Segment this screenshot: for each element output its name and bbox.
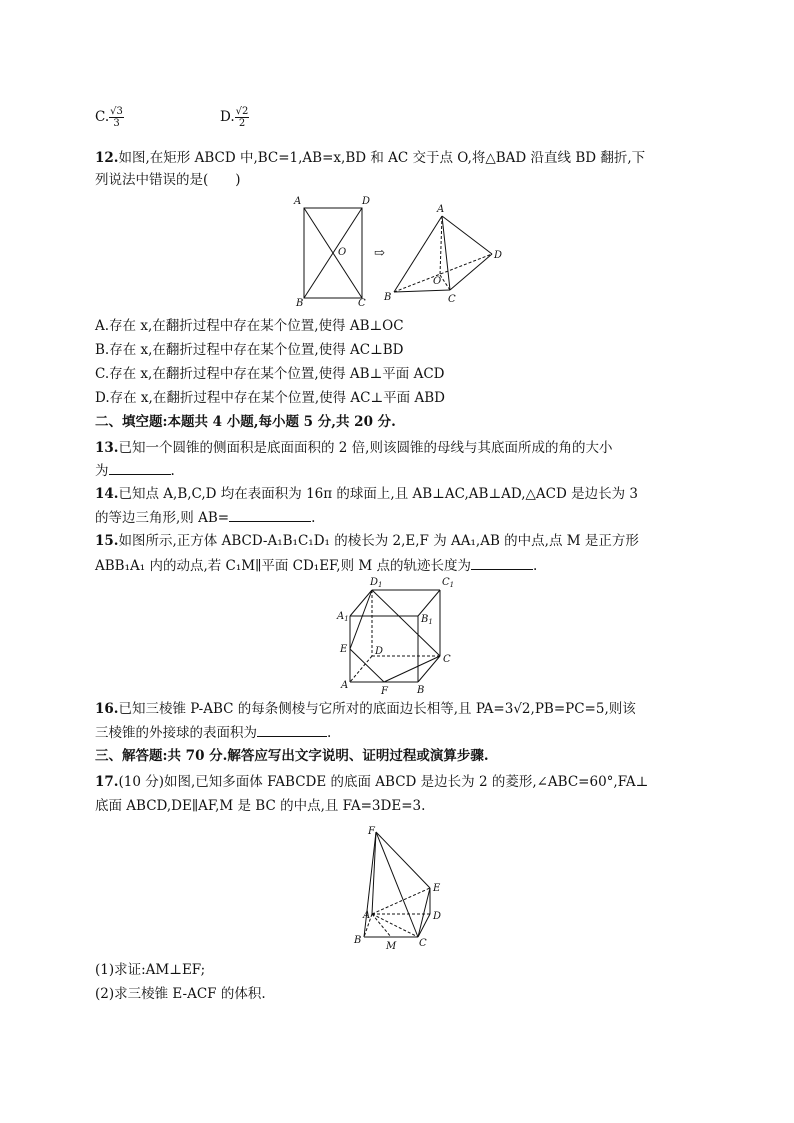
q12-text-1: 如图,在矩形 ABCD 中,BC=1,AB=x,BD 和 AC 交于点 O,将△BAD 沿直线 BD 翻折,下 — [118, 150, 646, 166]
fraction-d-denominator: 2 — [238, 118, 246, 129]
q13-number: 13. — [95, 440, 119, 456]
label-d: D — [375, 646, 384, 657]
fraction-c — [109, 106, 124, 129]
q13-line1 — [95, 438, 612, 458]
edge-fe — [376, 832, 430, 888]
label-d1: $D_1$ — [370, 577, 383, 589]
label-e: E — [433, 883, 441, 894]
label-d: D — [362, 196, 371, 207]
q13-text-2: 为 — [95, 463, 109, 479]
label-c-folded: C — [448, 294, 456, 305]
q17-part1: (1)求证:AM⊥EF; — [95, 962, 206, 978]
label-b: B — [296, 298, 304, 309]
edge-ao-hidden — [440, 216, 442, 275]
edge-fa — [372, 832, 376, 914]
label-a: A — [363, 910, 371, 921]
q13-text-1: 已知一个圆锥的侧面积是底面面积的 2 倍,则该圆锥的母线与其底面所成的角的大小 — [118, 440, 613, 456]
q11-option-c — [95, 106, 124, 129]
edge-ae-hidden — [372, 888, 430, 914]
label-a-folded: A — [437, 204, 445, 215]
label-a: A — [294, 196, 302, 207]
edge-cb — [418, 656, 440, 682]
fraction-d — [235, 106, 250, 129]
q15-text-1: 如图所示,正方体 ABCD-A₁B₁C₁D₁ 的棱长为 2,E,F 为 AA₁,AB 的中点,点 M 是正方形 — [118, 533, 639, 549]
label-e: E — [340, 644, 348, 655]
edge-dc — [418, 914, 430, 937]
option-c-label: C. — [95, 109, 110, 125]
edge-fc — [384, 656, 440, 682]
q12-line2: 列说法中错误的是( ) — [95, 172, 241, 188]
q11-option-d — [220, 106, 249, 129]
label-a1: $A_1$ — [337, 611, 349, 623]
answer-blank-16[interactable] — [257, 722, 327, 737]
answer-blank-15[interactable] — [471, 555, 533, 570]
edge-c1b1 — [418, 590, 440, 616]
label-d-folded: D — [494, 250, 503, 261]
q16-text-1a: 已知三棱锥 P-ABC 的每条侧棱与它所对的底面边长相等,且 PA=3 — [118, 701, 514, 717]
q14-line2 — [95, 507, 315, 528]
q12-line1 — [95, 148, 645, 168]
q17-text-1: (10 分)如图,已知多面体 FABCDE 的底面 ABCD 是边长为 2 的菱形,∠ABC=60°,FA⊥ — [118, 774, 649, 790]
edge-bc — [394, 290, 450, 292]
fraction-c-numerator: √3 — [110, 106, 123, 117]
label-c: C — [443, 654, 451, 665]
label-a: A — [341, 680, 349, 691]
label-b: B — [354, 935, 362, 946]
label-o: O — [338, 247, 347, 258]
q16-number: 16. — [95, 701, 119, 717]
q17-number: 17. — [95, 774, 119, 790]
edge-cd — [450, 254, 492, 290]
q15-line2 — [95, 555, 537, 576]
edge-ad — [442, 216, 492, 254]
edge-fc — [376, 832, 418, 937]
answer-blank-13[interactable] — [109, 460, 171, 475]
q15-cube-figure — [330, 574, 465, 698]
q16-line2 — [95, 722, 331, 743]
q12-figure — [290, 192, 520, 312]
q12-option-c: C.存在 x,在翻折过程中存在某个位置,使得 AB⊥平面 ACD — [95, 366, 445, 382]
answer-blank-14[interactable] — [229, 507, 311, 522]
q15-text-2: ABB₁A₁ 内的动点,若 C₁M∥平面 CD₁EF,则 M 点的轨迹长度为 — [95, 558, 472, 574]
label-f: F — [381, 686, 388, 697]
edge-d1e — [350, 590, 372, 649]
q16-line1 — [95, 699, 636, 719]
section3-heading: 三、解答题:共 70 分.解答应写出文字说明、证明过程或演算步骤. — [95, 748, 489, 764]
q12-option-b: B.存在 x,在翻折过程中存在某个位置,使得 AC⊥BD — [95, 342, 404, 358]
q14-text-2: 的等边三角形,则 AB= — [95, 510, 230, 526]
edge-ec — [418, 888, 430, 937]
label-f: F — [368, 826, 375, 837]
edge-bd-hidden — [394, 254, 492, 292]
q12-option-d: D.存在 x,在翻折过程中存在某个位置,使得 AC⊥平面 ABD — [95, 390, 445, 406]
label-c: C — [358, 298, 366, 309]
q12-option-a: A.存在 x,在翻折过程中存在某个位置,使得 AB⊥OC — [95, 318, 404, 334]
label-d: D — [433, 911, 442, 922]
q17-line1 — [95, 772, 648, 792]
arrow-icon: ⇨ — [374, 246, 385, 261]
sqrt-two: √2 — [513, 701, 531, 717]
q13-line2 — [95, 460, 175, 481]
q15-number: 15. — [95, 533, 119, 549]
section2-heading: 二、填空题:本题共 4 小题,每小题 5 分,共 20 分. — [95, 414, 396, 430]
q14-number: 14. — [95, 486, 119, 502]
label-b: B — [417, 685, 425, 696]
label-b1: $B_1$ — [421, 614, 433, 626]
edge-ac-hidden — [372, 914, 418, 937]
q15-period: . — [533, 558, 538, 574]
edge-a1d1 — [350, 590, 372, 616]
q17-figure — [350, 822, 450, 952]
q17-line2: 底面 ABCD,DE∥AF,M 是 BC 的中点,且 FA=3DE=3. — [95, 798, 426, 814]
q14-line1 — [95, 484, 638, 504]
q16-text-1b: ,PB=PC=5,则该 — [530, 701, 636, 717]
label-c1: $C_1$ — [442, 577, 455, 589]
label-c: C — [419, 938, 427, 949]
label-b-folded: B — [384, 292, 392, 303]
q13-period: . — [170, 463, 175, 479]
q16-text-2: 三棱锥的外接球的表面积为 — [95, 725, 257, 741]
q14-period: . — [311, 510, 316, 526]
q17-part2: (2)求三棱锥 E-ACF 的体积. — [95, 986, 266, 1002]
q14-text-1: 已知点 A,B,C,D 均在表面积为 16π 的球面上,且 AB⊥AC,AB⊥AD,△ACD 是边长为 3 — [118, 486, 638, 502]
fraction-c-denominator: 3 — [113, 118, 120, 129]
q12-number: 12. — [95, 150, 119, 166]
option-d-label: D. — [220, 109, 235, 125]
q16-period: . — [327, 725, 332, 741]
q15-line1 — [95, 531, 639, 551]
fraction-d-numerator: √2 — [235, 106, 249, 117]
label-o-folded: O — [433, 276, 442, 287]
label-m: M — [386, 941, 397, 952]
edge-am-hidden — [372, 914, 391, 937]
